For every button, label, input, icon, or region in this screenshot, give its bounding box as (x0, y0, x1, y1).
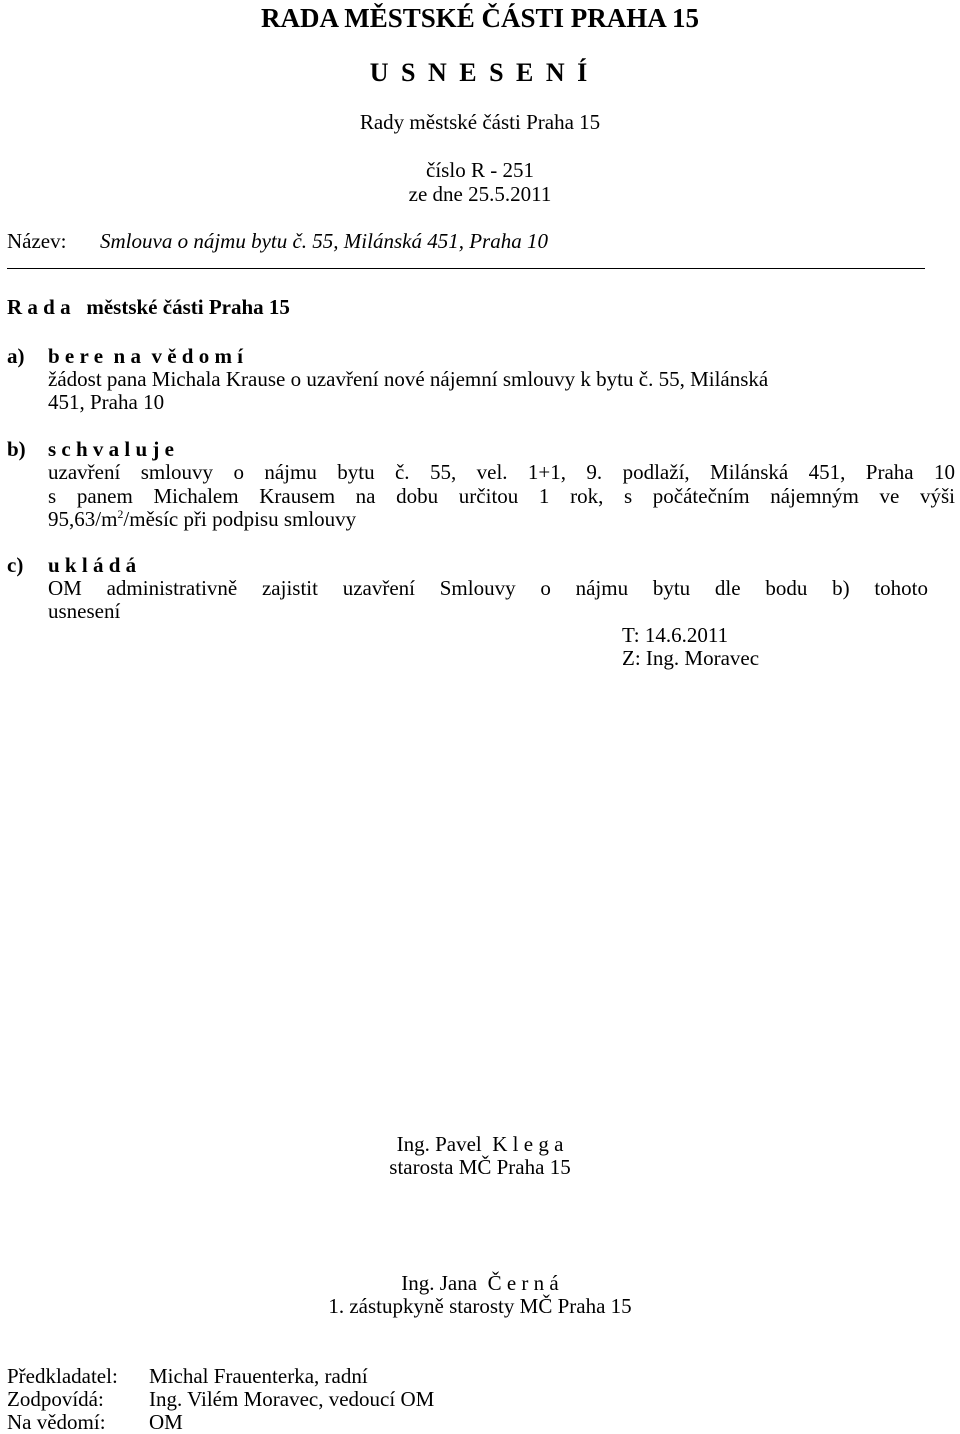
responsible-value: Ing. Vilém Moravec, vedoucí OM (149, 1387, 435, 1411)
issuer: Rady městské části Praha 15 (359, 110, 601, 134)
section-a-line1: žádost pana Michala Krause o uzavření nové nájemní smlouvy k bytu č. 55, Milánská (48, 367, 769, 391)
section-a-verb: b e r e n a v ě d o m í (48, 344, 244, 368)
board-heading: R a d a městské části Praha 15 (7, 295, 290, 319)
section-c-deadline: T: 14.6.2011 (622, 623, 729, 647)
section-a-marker: a) (7, 344, 25, 368)
section-c-line2: usnesení (48, 599, 121, 623)
name-label: Název: (7, 229, 67, 253)
signature-1-role: starosta MČ Praha 15 (389, 1155, 571, 1179)
section-b-line3-superscript: 2 (117, 507, 124, 521)
section-c-verb: u k l á d á (48, 553, 137, 577)
document-type: U S N E S E N Í (369, 58, 591, 87)
signature-1-name: Ing. Pavel K l e g a (396, 1132, 564, 1156)
section-b-line1: uzavření smlouvy o nájmu bytu č. 55, vel. 1+1, 9. podlaží, Milánská 451, Praha 10 (48, 460, 955, 484)
signature-2-name: Ing. Jana Č e r n á (401, 1271, 559, 1295)
section-b-line3 (48, 507, 356, 531)
divider-line (7, 268, 925, 269)
resolution-number: číslo R - 251 (426, 158, 534, 182)
submitter-value: Michal Frauenterka, radní (149, 1364, 368, 1388)
section-b-marker: b) (7, 437, 26, 461)
section-b-line3-value: 95,63/m (48, 507, 118, 531)
responsible-label: Zodpovídá: (7, 1387, 104, 1411)
section-b-verb: s c h v a l u j e (48, 437, 174, 461)
name-value: Smlouva o nájmu bytu č. 55, Milánská 451, Praha 10 (100, 229, 548, 253)
section-b-line3-rest: /měsíc při podpisu smlouvy (123, 507, 357, 531)
section-b-line2: s panem Michalem Krausem na dobu určitou 1 rok, s počátečním nájemným ve výši (48, 484, 955, 508)
notice-value: OM (149, 1410, 183, 1434)
resolution-date: ze dne 25.5.2011 (408, 182, 552, 206)
signature-2-role: 1. zástupkyně starosty MČ Praha 15 (328, 1294, 632, 1318)
notice-label: Na vědomí: (7, 1410, 106, 1434)
council-title: RADA MĚSTSKÉ ČÁSTI PRAHA 15 (260, 3, 700, 33)
section-c-responsible: Z: Ing. Moravec (622, 646, 760, 670)
submitter-label: Předkladatel: (7, 1364, 118, 1388)
section-c-marker: c) (7, 553, 24, 577)
section-c-line1: OM administrativně zajistit uzavření Smlouvy o nájmu bytu dle bodu b) tohoto (48, 576, 928, 600)
section-a-line2: 451, Praha 10 (48, 390, 165, 414)
